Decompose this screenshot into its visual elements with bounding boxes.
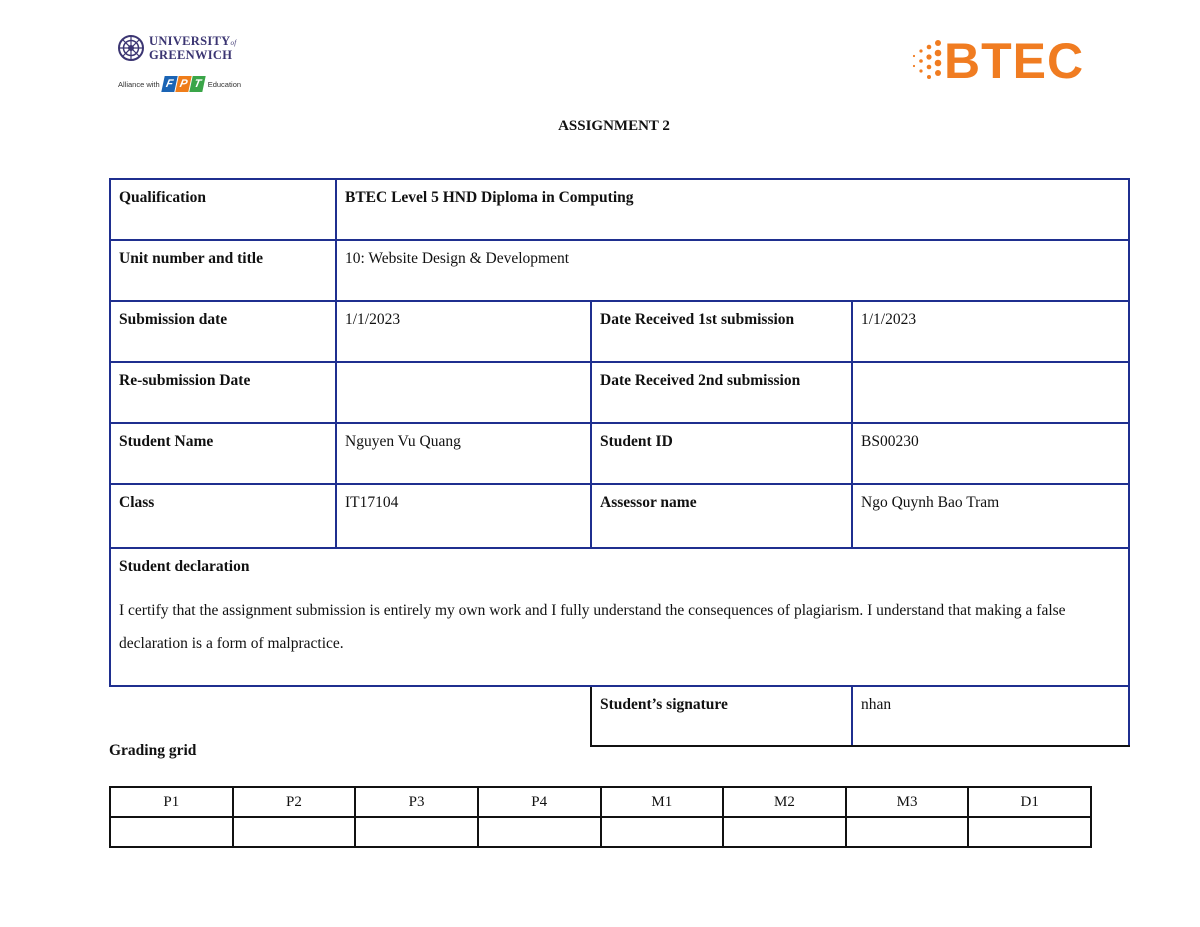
assessor-label: Assessor name [591, 484, 852, 548]
grading-grid-title: Grading grid [109, 742, 197, 759]
student-name-label: Student Name [110, 423, 336, 484]
unit-value: 10: Website Design & Development [336, 240, 1129, 301]
declaration-heading: Student declaration [119, 558, 250, 575]
table-row [110, 548, 1129, 686]
table-row [110, 362, 1129, 423]
grade-header: P4 [478, 787, 601, 817]
resubmission-date-value [336, 362, 591, 423]
page-title: ASSIGNMENT 2 [558, 118, 670, 134]
grade-cell [968, 817, 1091, 847]
university-name: UNIVERSITYof GREENWICH [149, 34, 237, 62]
table-row [110, 686, 1129, 746]
date-received-2nd-label: Date Received 2nd submission [591, 362, 852, 423]
submission-date-label: Submission date [110, 301, 336, 362]
grade-header: M1 [601, 787, 724, 817]
table-row [110, 179, 1129, 240]
university-logo [118, 32, 248, 94]
assignment-cover-table [109, 178, 1130, 747]
grade-header: M3 [846, 787, 969, 817]
fpt-logo: F P T [163, 76, 205, 92]
date-received-1st-value: 1/1/2023 [852, 301, 1129, 362]
grade-cell [233, 817, 356, 847]
qualification-value: BTEC Level 5 HND Diploma in Computing [336, 179, 1129, 240]
grade-header: D1 [968, 787, 1091, 817]
table-row [110, 240, 1129, 301]
submission-date-value: 1/1/2023 [336, 301, 591, 362]
resubmission-date-label: Re-submission Date [110, 362, 336, 423]
grade-cell [355, 817, 478, 847]
qualification-label: Qualification [110, 179, 336, 240]
grade-header: P1 [110, 787, 233, 817]
grading-value-row [110, 817, 1091, 847]
alliance-line: Alliance with F P T Education [118, 78, 242, 90]
grade-cell [846, 817, 969, 847]
table-row [110, 423, 1129, 484]
unit-label: Unit number and title [110, 240, 336, 301]
grading-grid [109, 786, 1092, 848]
class-label: Class [110, 484, 336, 548]
student-name-value: Nguyen Vu Quang [336, 423, 591, 484]
grade-cell [601, 817, 724, 847]
grade-header: P2 [233, 787, 356, 817]
signature-label: Student’s signature [591, 686, 852, 746]
table-row [110, 484, 1129, 548]
btec-wordmark: BTEC [944, 33, 1085, 89]
date-received-2nd-value [852, 362, 1129, 423]
student-id-label: Student ID [591, 423, 852, 484]
empty-cell [110, 686, 591, 746]
grade-cell [110, 817, 233, 847]
assessor-value: Ngo Quynh Bao Tram [852, 484, 1129, 548]
btec-logo [908, 30, 1098, 92]
grade-header: M2 [723, 787, 846, 817]
btec-dots-icon [908, 33, 944, 89]
table-row [110, 301, 1129, 362]
declaration-text: I certify that the assignment submission is entirely my own work and I fully understand the consequences of plagiarism. I understand that making a false declaration is a form of malpractice. [119, 602, 1066, 652]
student-id-value: BS00230 [852, 423, 1129, 484]
grade-cell [723, 817, 846, 847]
grade-header: P3 [355, 787, 478, 817]
date-received-1st-label: Date Received 1st submission [591, 301, 852, 362]
class-value: IT17104 [336, 484, 591, 548]
grading-header-row [110, 787, 1091, 817]
student-declaration [110, 548, 1129, 686]
signature-value: nhan [852, 686, 1129, 746]
greenwich-crest-icon [118, 35, 144, 61]
grade-cell [478, 817, 601, 847]
